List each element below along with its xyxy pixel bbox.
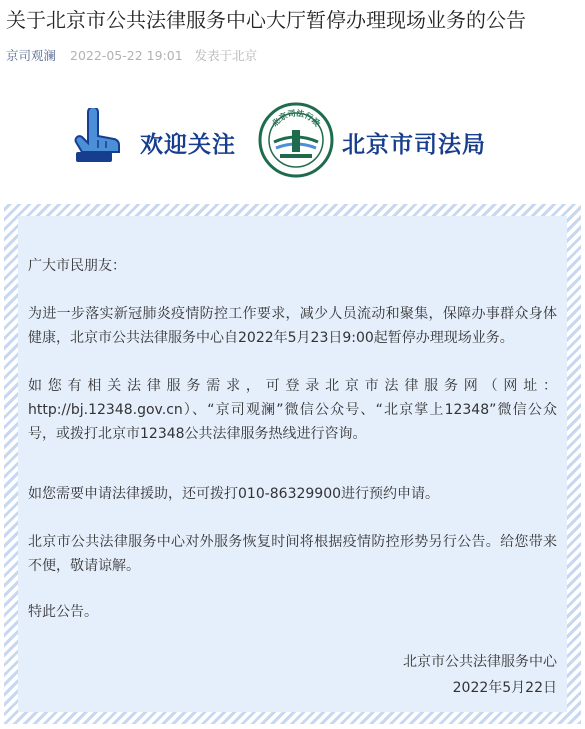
publish-location: 发表于北京 bbox=[194, 48, 258, 63]
publish-time: 2022-05-22 19:01 bbox=[70, 48, 183, 63]
emblem-text: 北京司法行政 bbox=[270, 108, 322, 129]
notice-paragraph-3: 如您需要申请法律援助，还可拨打010-86329900进行预约申请。 bbox=[28, 486, 440, 502]
hand-pointer-icon bbox=[70, 108, 126, 172]
notice-paragraph-4: 北京市公共法律服务中心对外服务恢复时间将根据疫情防控形势另行公告。给您带来不便，敬请谅解。 bbox=[28, 534, 557, 574]
article-meta bbox=[6, 47, 257, 65]
notice-greeting: 广大市民朋友： bbox=[28, 258, 126, 274]
welcome-text: 欢迎关注 bbox=[140, 132, 236, 158]
justice-emblem-icon bbox=[258, 102, 334, 178]
follow-banner bbox=[60, 100, 530, 190]
signature-organization: 北京市公共法律服务中心 bbox=[403, 654, 557, 670]
brand-name: 北京市司法局 bbox=[342, 132, 486, 158]
notice-paragraph-1: 为进一步落实新冠肺炎疫情防控工作要求，减少人员流动和聚集，保障办事群众身体健康，北京市公共法律服务中心自2022年5月23日9:00起暂停办理现场业务。 bbox=[28, 306, 557, 346]
notice-frame bbox=[4, 204, 581, 724]
signature-date: 2022年5月22日 bbox=[452, 680, 557, 696]
notice-closing: 特此公告。 bbox=[28, 604, 98, 620]
notice-paragraph-2: 如您有相关法律服务需求，可登录北京市法律服务网（网址：http://bj.12348.gov.cn）、“京司观澜”微信公众号、“北京掌上12348”微信公众号，或拨打北京市12348公共法律服务热线进行咨询。 bbox=[28, 378, 557, 442]
article-title: 关于北京市公共法律服务中心大厅暂停办理现场业务的公告 bbox=[6, 8, 526, 32]
notice-body bbox=[18, 216, 567, 712]
account-name-link[interactable]: 京司观澜 bbox=[6, 48, 57, 63]
